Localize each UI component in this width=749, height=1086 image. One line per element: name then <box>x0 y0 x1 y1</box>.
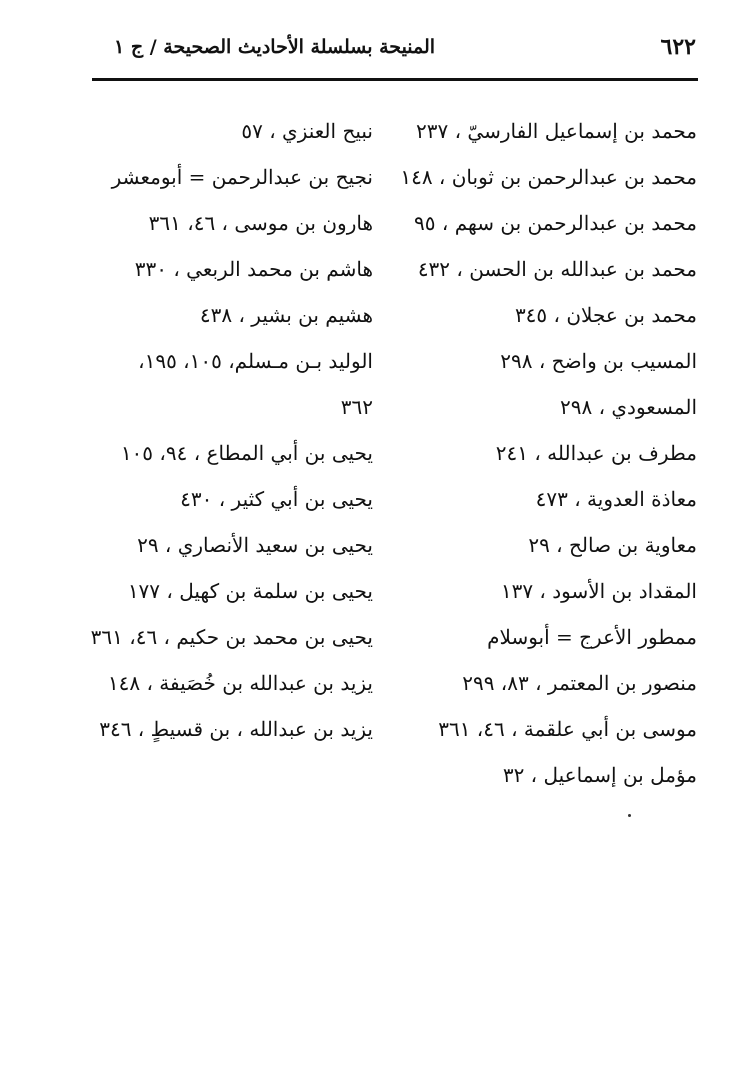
index-entry: محمد بن عبدالله بن الحسن ، ٤٣٢ <box>417 257 697 281</box>
page-header <box>92 34 698 68</box>
index-entry: يحيى بن سعيد الأنصاري ، ٢٩ <box>137 533 373 557</box>
index-column-left <box>90 108 373 752</box>
index-entry: المسيب بن واضح ، ٢٩٨ <box>500 349 697 373</box>
index-entry: هشيم بن بشير ، ٤٣٨ <box>199 303 373 327</box>
index-entry: هارون بن موسى ، ٤٦، ٣٦١ <box>148 211 373 235</box>
index-entry: معاذة العدوية ، ٤٧٣ <box>535 487 697 511</box>
index-entry: الوليد بـن مـسلم، ١٠٥، ١٩٥، <box>138 349 373 373</box>
index-entry: مطرف بن عبدالله ، ٢٤١ <box>495 441 697 465</box>
index-entry: منصور بن المعتمر ، ٨٣، ٢٩٩ <box>462 671 697 695</box>
index-entry-continuation: ٣٦٢ <box>340 395 373 419</box>
index-entry: المقداد بن الأسود ، ١٣٧ <box>500 579 697 603</box>
index-entry: محمد بن عجلان ، ٣٤٥ <box>514 303 697 327</box>
index-entry: يحيى بن أبي المطاع ، ٩٤، ١٠٥ <box>120 441 373 465</box>
header-divider <box>92 78 698 81</box>
page-number: ٦٢٢ <box>660 34 696 60</box>
index-entry: يزيد بن عبدالله ، بن قسيطٍ ، ٣٤٦ <box>99 717 373 741</box>
index-entry: يزيد بن عبدالله بن خُصَيفة ، ١٤٨ <box>107 671 373 695</box>
index-entry: يحيى بن محمد بن حكيم ، ٤٦، ٣٦١ <box>90 625 373 649</box>
index-entry: مؤمل بن إسماعيل ، ٣٢ <box>502 763 697 787</box>
index-entry: يحيى بن سلمة بن كهيل ، ١٧٧ <box>127 579 373 603</box>
index-entry: محمد بن عبدالرحمن بن سهم ، ٩٥ <box>414 211 697 235</box>
index-entry: محمد بن عبدالرحمن بن ثوبان ، ١٤٨ <box>400 165 697 189</box>
index-column-right <box>400 108 697 798</box>
index-entry: المسعودي ، ٢٩٨ <box>560 395 697 419</box>
index-entry: نبيح العنزي ، ٥٧ <box>241 119 373 143</box>
index-entry: موسى بن أبي علقمة ، ٤٦، ٣٦١ <box>438 717 697 741</box>
scan-speck <box>628 814 631 817</box>
index-entry: معاوية بن صالح ، ٢٩ <box>528 533 697 557</box>
index-entry: نجيح بن عبدالرحمن = أبومعشر <box>111 165 373 189</box>
index-entry: يحيى بن أبي كثير ، ٤٣٠ <box>180 487 373 511</box>
running-title: المنيحة بسلسلة الأحاديث الصحيحة / ج ١ <box>114 36 436 58</box>
index-entry: هاشم بن محمد الربعي ، ٣٣٠ <box>134 257 373 281</box>
index-entry: محمد بن إسماعيل الفارسيّ ، ٢٣٧ <box>416 119 697 143</box>
index-entry: ممطور الأعرج = أبوسلام <box>487 625 697 649</box>
